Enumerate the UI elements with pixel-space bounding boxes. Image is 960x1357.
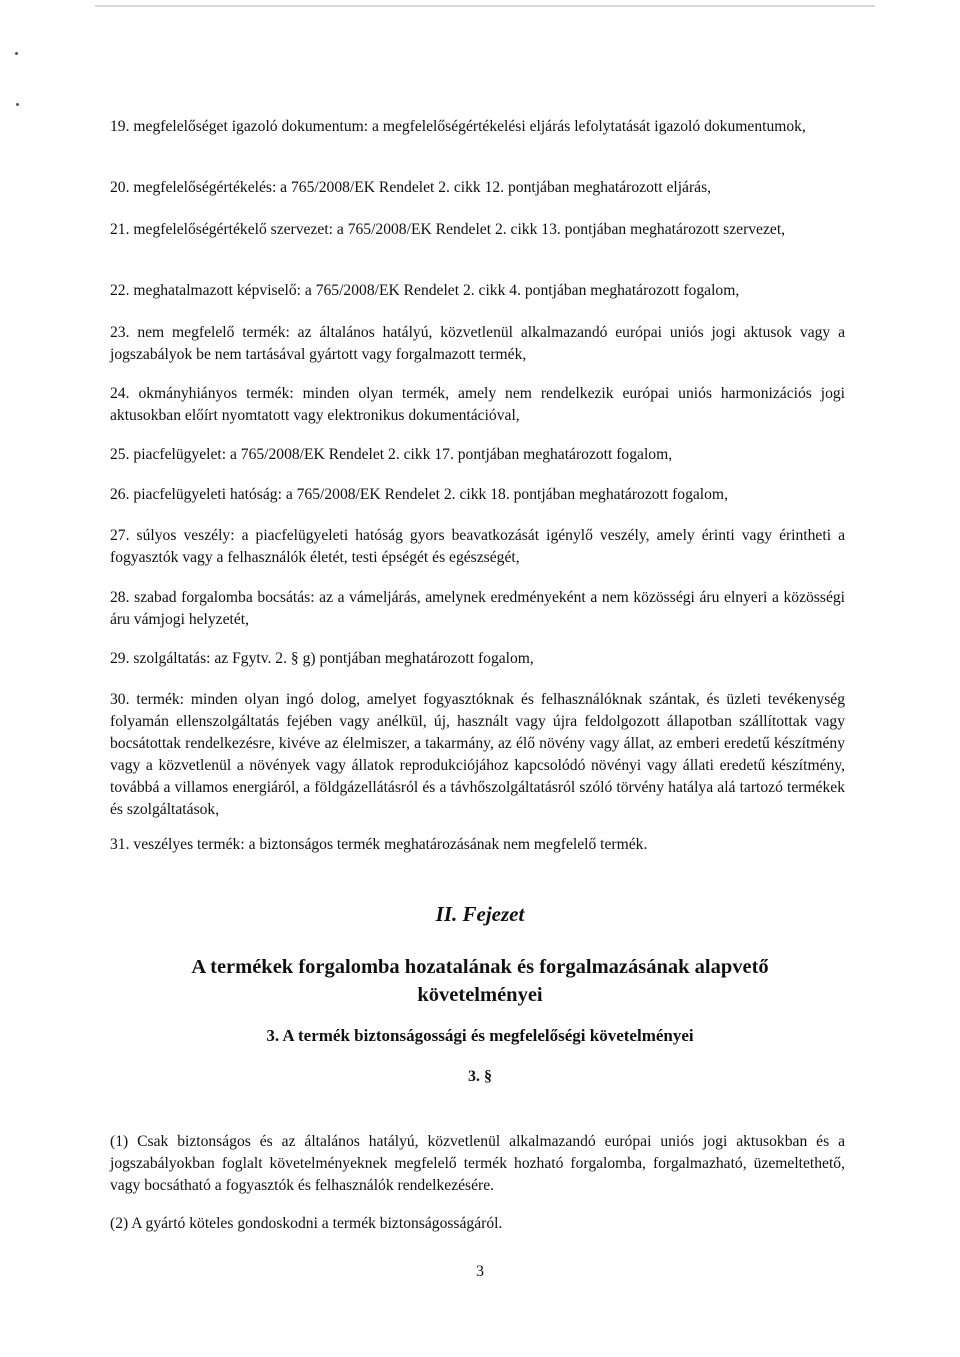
definition-text: piacfelügyelet: a 765/2008/EK Rendelet 2. cikk 17. pontjában meghatározott fogalom, xyxy=(133,446,673,463)
definition-item xyxy=(110,322,845,366)
definition-item xyxy=(110,648,845,670)
definition-item xyxy=(110,383,845,427)
definition-number: 20. xyxy=(110,179,130,196)
definition-item xyxy=(110,587,845,631)
definition-text: nem megfelelő termék: az általános hatályú, közvetlenül alkalmazandó európai uniós jogi aktusok vagy a jogszabályok be nem tartásával gyártott vagy forgalmazott termék, xyxy=(110,324,845,363)
scan-top-edge xyxy=(95,5,875,7)
definition-number: 23. xyxy=(110,324,130,341)
definition-item xyxy=(110,689,845,821)
definition-item xyxy=(110,116,845,138)
paragraph: (2) A gyártó köteles gondoskodni a termék biztonságosságáról. xyxy=(110,1215,503,1232)
definition-number: 27. xyxy=(110,527,130,544)
definition-number: 30. xyxy=(110,691,130,708)
definition-number: 31. xyxy=(110,836,130,853)
definition-text: megfelelőséget igazoló dokumentum: a megfelelőségértékelési eljárás lefolytatását igazoló dokumentumok, xyxy=(133,118,806,135)
chapter-heading: II. Fejezet xyxy=(435,902,525,926)
definition-text: szolgáltatás: az Fgytv. 2. § g) pontjában meghatározott fogalom, xyxy=(133,650,534,667)
chapter-title: A termékek forgalomba hozatalának és forgalmazásának alapvető követelményei xyxy=(191,956,769,1006)
definition-number: 26. xyxy=(110,486,130,503)
definition-item xyxy=(110,280,845,302)
definition-text: megfelelőségértékelő szervezet: a 765/2008/EK Rendelet 2. cikk 13. pontjában meghatározott szervezet, xyxy=(133,221,786,238)
paragraph: (1) Csak biztonságos és az általános hatályú, közvetlenül alkalmazandó európai uniós jogi aktusokban és a jogszabályokban foglalt követelményeknek megfelelő termék hozható forgalomba, forgalmazható, üzemeltethető, vagy bocsátható a fogyasztók és felhasználók rendelkezésére. xyxy=(110,1133,845,1194)
definition-item xyxy=(110,484,845,506)
section-subtitle: 3. A termék biztonságossági és megfelelőségi követelményei xyxy=(266,1026,694,1045)
definition-text: meghatalmazott képviselő: a 765/2008/EK Rendelet 2. cikk 4. pontjában meghatározott fogalom, xyxy=(133,282,740,299)
definition-item xyxy=(110,219,845,241)
definition-number: 19. xyxy=(110,118,130,135)
definition-item xyxy=(110,525,845,569)
page-number: 3 xyxy=(476,1263,484,1280)
definition-text: termék: minden olyan ingó dolog, amelyet fogyasztóknak és felhasználóknak szántak, és üzleti tevékenység folyamán ellenszolgáltatás fejében vagy anélkül, új, használt vagy újra feldolgozott állapotban szállítottak vagy bocsátottak rendelkezésre, kivéve az élelmiszer, a takarmány, az élő növény vagy állat, az emberi eredetű készítmény vagy a közvetlenül a növények vagy állatok reprodukciójához kapcsolódó növényi vagy állati eredetű készítmény, továbbá a villamos energiáról, a földgázellátásról és a távhőszolgáltatásról szóló törvény hatálya alá tartozó termékek és szolgáltatások, xyxy=(110,691,845,818)
definition-text: piacfelügyeleti hatóság: a 765/2008/EK Rendelet 2. cikk 18. pontjában meghatározott fogalom, xyxy=(133,486,728,503)
scan-speck xyxy=(16,103,19,106)
definition-text: okmányhiányos termék: minden olyan termék, amely nem rendelkezik európai uniós harmonizációs jogi aktusokban előírt nyomtatott vagy elektronikus dokumentációval, xyxy=(110,385,845,424)
section-mark: 3. § xyxy=(468,1068,492,1085)
definition-item xyxy=(110,444,845,466)
definition-number: 24. xyxy=(110,385,130,402)
scan-speck xyxy=(15,52,18,55)
definition-text: veszélyes termék: a biztonságos termék meghatározásának nem megfelelő termék. xyxy=(133,836,648,853)
definition-item xyxy=(110,834,845,856)
definition-number: 22. xyxy=(110,282,130,299)
definition-number: 28. xyxy=(110,589,130,606)
definition-text: szabad forgalomba bocsátás: az a vámeljárás, amelynek eredményeként a nem közösségi áru elnyeri a közösségi áru vámjogi helyzetét, xyxy=(110,589,845,628)
definition-text: megfelelőségértékelés: a 765/2008/EK Rendelet 2. cikk 12. pontjában meghatározott eljárás, xyxy=(133,179,712,196)
definition-number: 21. xyxy=(110,221,130,238)
definition-text: súlyos veszély: a piacfelügyeleti hatóság gyors beavatkozását igénylő veszély, amely érinti vagy érintheti a fogyasztók vagy a felhasználók életét, testi épségét és egészségét, xyxy=(110,527,845,566)
definition-item xyxy=(110,177,845,199)
definition-number: 25. xyxy=(110,446,130,463)
definition-number: 29. xyxy=(110,650,130,667)
